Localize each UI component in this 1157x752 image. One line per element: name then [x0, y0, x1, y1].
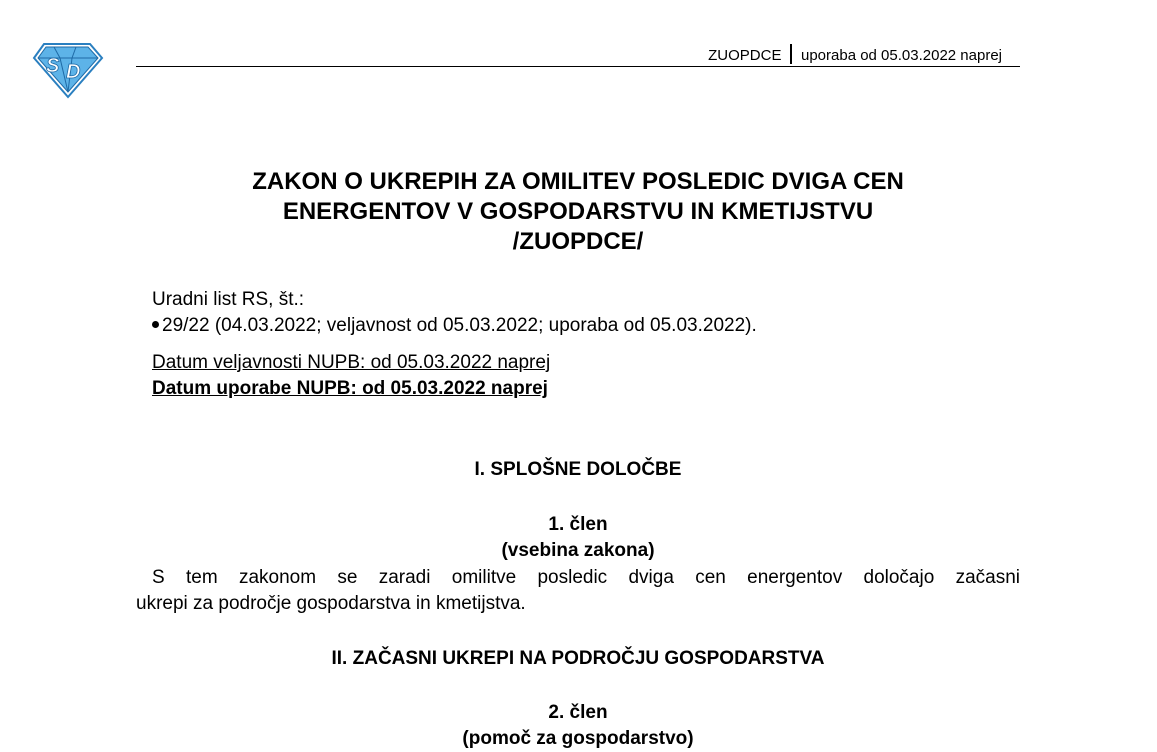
gazette-entry-text: 29/22 (04.03.2022; veljavnost od 05.03.2022; uporaba od 05.03.2022). [162, 315, 757, 336]
article-1-name: (vsebina zakona) [501, 540, 655, 561]
article-2-number: 2. člen [548, 702, 608, 723]
application-date: Datum uporabe NUPB: od 05.03.2022 naprej [152, 378, 548, 399]
law-title-line-2: ENERGENTOV V GOSPODARSTVU IN KMETIJSTVU [282, 198, 874, 225]
official-gazette-block [152, 287, 757, 339]
running-header [136, 44, 1020, 67]
gazette-entry [152, 313, 757, 339]
section-2-title: II. ZAČASNI UKREPI NA PODROČJU GOSPODARSTVA [331, 648, 825, 669]
article-1-text-line-2: ukrepi za področje gospodarstva in kmetijstva. [136, 593, 526, 614]
article-2-name: (pomoč za gospodarstvo) [462, 728, 694, 749]
article-1-text [136, 565, 1020, 617]
law-title-abbreviation: /ZUOPDCE/ [512, 228, 644, 255]
gazette-label: Uradni list RS, št.: [152, 289, 305, 310]
validity-date: Datum veljavnosti NUPB: od 05.03.2022 naprej [152, 352, 551, 373]
bullet-icon [152, 321, 159, 328]
sd-diamond-logo-icon [30, 40, 104, 100]
svg-text:S: S [46, 55, 60, 77]
header-validity-note: uporaba od 05.03.2022 naprej [800, 47, 1002, 64]
header-separator [790, 44, 792, 64]
section-1-title: I. SPLOŠNE DOLOČBE [474, 459, 682, 480]
nupb-dates [152, 350, 550, 402]
header-law-abbreviation: ZUOPDCE [708, 47, 782, 64]
article-1-text-line-1: S tem zakonom se zaradi omilitve posledic dviga cen energentov določajo začasni [152, 567, 1020, 588]
svg-text:D: D [66, 61, 81, 83]
article-1-number: 1. člen [548, 514, 608, 535]
law-title-line-1: ZAKON O UKREPIH ZA OMILITEV POSLEDIC DVIGA CEN [252, 168, 904, 195]
law-title [136, 167, 1020, 257]
